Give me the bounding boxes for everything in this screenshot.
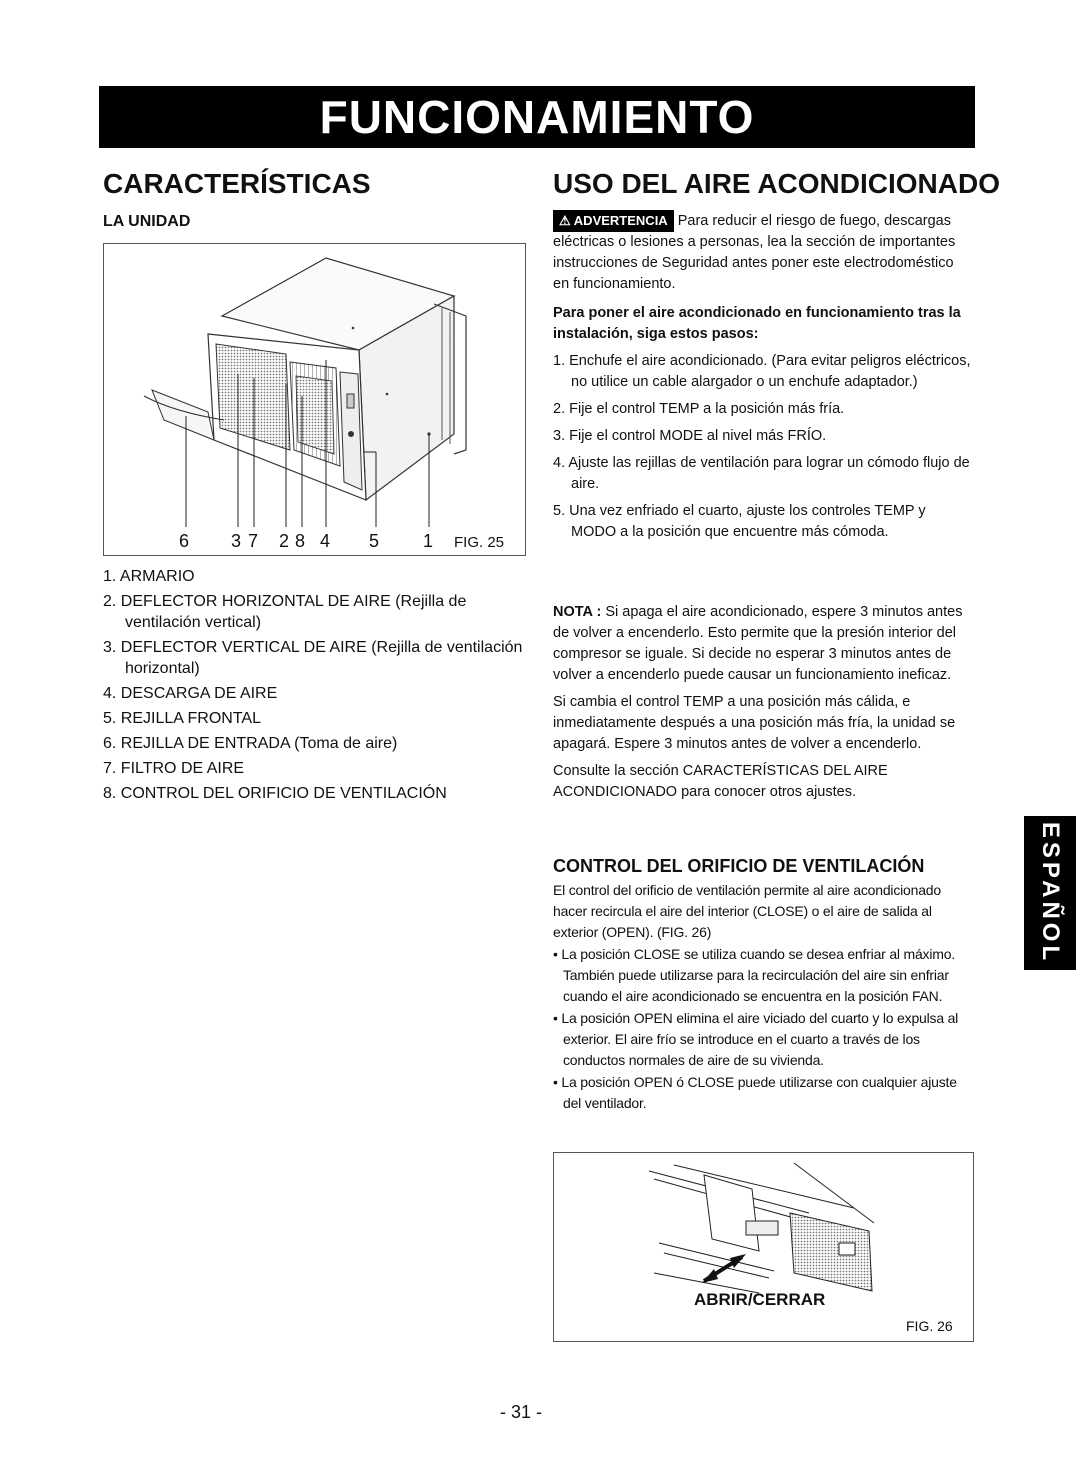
parts-list: [103, 566, 523, 808]
fig26-label: FIG. 26: [906, 1318, 953, 1334]
callout-7: 7: [248, 531, 259, 551]
callout-1: 1: [423, 531, 434, 551]
arrow-right-icon: [730, 1254, 746, 1268]
warning-text: Para reducir el riesgo de fuego, descargas eléctricas o lesiones a personas, lea la sección de importantes instrucciones de Seguridad antes poner este electrodoméstico en funcionamiento.: [553, 212, 956, 292]
control-intro: El control del orificio de ventilación permite al aire acondicionado hacer recircula el aire del interior (CLOSE) o el aire de salida al exterior (OPEN). (FIG. 26): [553, 882, 941, 940]
steps-intro: Para poner el aire acondicionado en funcionamiento tras la instalación, siga estos pasos:: [553, 305, 961, 342]
step-item: 2. Fije el control TEMP a la posición más fría.: [553, 401, 845, 417]
step-item: 4. Ajuste las rejillas de ventilación para lograr un cómodo flujo de aire.: [553, 455, 970, 492]
fig26-caption: ABRIR/CERRAR: [694, 1290, 826, 1309]
arrow-left-icon: [702, 1269, 718, 1283]
section-heading-caracteristicas: CARACTERÍSTICAS: [103, 168, 371, 199]
paragraph-consulte: Consulte la sección CARACTERÍSTICAS DEL AIRE ACONDICIONADO para conocer otros ajustes.: [553, 763, 888, 800]
figure-26: [553, 1152, 974, 1342]
subheading-la-unidad: LA UNIDAD: [103, 213, 191, 230]
callout-3: 3: [231, 531, 242, 551]
control-block: [553, 880, 971, 1114]
fig25-label: FIG. 25: [454, 534, 505, 551]
figure-25: [103, 243, 526, 556]
warning-triangle-icon: ⚠: [559, 213, 571, 228]
part-item: 5. REJILLA FRONTAL: [103, 710, 261, 727]
bullet-item: • La posición OPEN elimina el aire viciado del cuarto y lo expulsa al exterior. El aire frío se introduce en el cuarto a través de los conductos normales de aire de su vivienda.: [553, 1010, 959, 1068]
part-item: 3. DEFLECTOR VERTICAL DE AIRE (Rejilla de ventilación horizontal): [103, 639, 523, 677]
steps-list: [553, 351, 971, 543]
part-item: 8. CONTROL DEL ORIFICIO DE VENTILACIÓN: [103, 785, 447, 802]
callout-5: 5: [369, 531, 380, 551]
part-item: 1. ARMARIO: [103, 568, 195, 585]
callout-2: 2: [279, 531, 290, 551]
part-item: 4. DESCARGA DE AIRE: [103, 685, 278, 702]
callout-4: 4: [320, 531, 331, 551]
nota-text: Si apaga el aire acondicionado, espere 3 minutos antes de volver a encenderlo. Esto permite que la presión interior del compresor se iguale. Si decide no esperar 3 minutos antes de volver a encenderlo puede causar un funcionamiento ineficaz.: [553, 604, 963, 683]
step-item: 3. Fije el control MODE al nivel más FRÍO.: [553, 428, 827, 444]
callout-6: 6: [179, 531, 190, 551]
warning-badge: ⚠ ADVERTENCIA: [553, 210, 674, 232]
control-heading: CONTROL DEL ORIFICIO DE VENTILACIÓN: [553, 856, 925, 876]
part-item: 6. REJILLA DE ENTRADA (Toma de aire): [103, 735, 398, 752]
step-item: 1. Enchufe el aire acondicionado. (Para evitar peligros eléctricos, no utilice un cable alargador o un enchufe adaptador.): [553, 353, 971, 390]
paragraph-temp: Si cambia el control TEMP a una posición más cálida, e inmediatamente después a una posición más fría, la unidad se apagará. Espere 3 minutos antes de volver a encenderlo.: [553, 694, 956, 752]
air-conditioner-illustration: [104, 244, 525, 555]
note-block: [553, 602, 971, 803]
part-item: 2. DEFLECTOR HORIZONTAL DE AIRE (Rejilla de ventilación vertical): [103, 593, 467, 631]
callout-8: 8: [295, 531, 306, 551]
step-item: 5. Una vez enfriado el cuarto, ajuste los controles TEMP y MODO a la posición que encuentre más cómoda.: [553, 503, 926, 540]
page-number: - 31 -: [500, 1402, 543, 1422]
vent-control-illustration: [554, 1153, 973, 1341]
control-bullets: [553, 944, 971, 1114]
bullet-item: • La posición CLOSE se utiliza cuando se desea enfriar al máximo. También puede utilizarse para la recirculación del aire sin enfriar cuando el aire acondicionado se encuentra en la posición FAN.: [553, 946, 956, 1004]
part-item: 7. FILTRO DE AIRE: [103, 760, 245, 777]
bullet-item: • La posición OPEN ó CLOSE puede utilizarse con cualquier ajuste del ventilador.: [553, 1074, 957, 1111]
section-heading-uso: USO DEL AIRE ACONDICIONADO: [553, 168, 1000, 199]
warning-block: [553, 210, 971, 549]
nota-label: NOTA :: [553, 604, 602, 620]
language-side-tab: ESPAÑOL: [1024, 816, 1076, 970]
page-banner: FUNCIONAMIENTO: [99, 86, 975, 148]
